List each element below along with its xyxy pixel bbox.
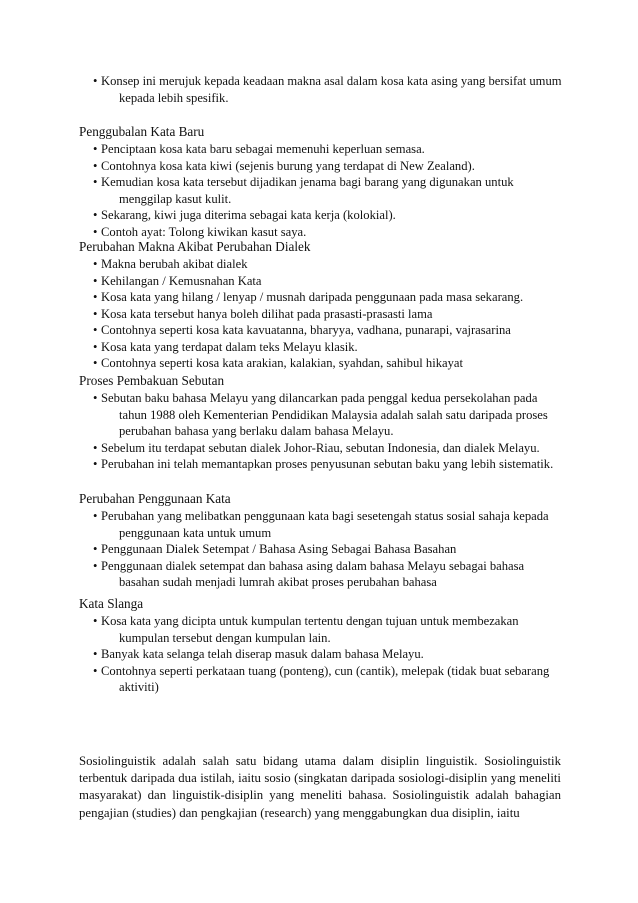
bullet-icon: • [93, 74, 98, 88]
list-item-text: Kosa kata yang terdapat dalam teks Melayu klasik. [101, 339, 358, 354]
bullet-icon: • [93, 273, 98, 288]
list-item-text: Contohnya seperti perkataan tuang (ponteng), cun (cantik), melepak (tidak buat sebarang aktiviti) [101, 663, 550, 694]
bullet-icon: • [93, 224, 98, 239]
list-item-text: Contohnya kosa kata kiwi (sejenis burung yang terdapat di New Zealand). [101, 158, 475, 173]
list-item-text: Konsep ini merujuk kepada keadaan makna asal dalam kosa kata asing yang bersifat umum kepada lebih spesifik. [101, 74, 562, 105]
bullet-icon: • [93, 290, 98, 304]
list-item [79, 646, 563, 663]
bullet-icon: • [93, 142, 98, 156]
closing-paragraph: Sosiolinguistik adalah salah satu bidang utama dalam disiplin linguistik. Sosiolinguistik terbentuk daripada dua istilah, iaitu sosio (singkatan daripada sosiologi-disiplin yang meneliti masyarakat) dan linguistik-disiplin yang meneliti bahasa. Sosiolinguistik adalah bahagian pengajian (studies) dan pengkajian (research) yang menggabungkan dua disiplin, iaitu [79, 754, 561, 820]
list-item [79, 508, 563, 541]
list-item [79, 355, 563, 372]
list-item [79, 158, 563, 175]
list-item [79, 440, 563, 457]
list-item [79, 174, 563, 207]
list-item [79, 273, 563, 290]
bullet-icon: • [93, 158, 98, 173]
list-item [79, 73, 563, 106]
list-item-text: Kemudian kosa kata tersebut dijadikan jenama bagi barang yang digunakan untuk menggilap kasut kulit. [101, 175, 514, 206]
bullet-icon: • [93, 175, 98, 189]
list-item [79, 390, 563, 440]
list-item [79, 558, 563, 591]
list-item [79, 541, 563, 558]
section-heading: Perubahan Penggunaan Kata [79, 491, 231, 506]
bullet-icon: • [93, 509, 98, 523]
list-item-text: Kehilangan / Kemusnahan Kata [101, 273, 262, 288]
list-item-text: Contoh ayat: Tolong kiwikan kasut saya. [101, 224, 307, 239]
list-item [79, 256, 563, 273]
section-heading: Kata Slanga [79, 596, 144, 611]
section-kata-slanga [79, 595, 563, 696]
list-item [79, 207, 563, 224]
list-item-text: Perubahan ini telah memantapkan proses penyusunan sebutan baku yang lebih sistematik. [101, 457, 554, 471]
bullet-icon: • [93, 457, 98, 471]
bullet-icon: • [93, 391, 98, 405]
section-perubahan-penggunaan-kata [79, 490, 563, 591]
list-item-text: Penggunaan Dialek Setempat / Bahasa Asing Sebagai Bahasa Basahan [101, 542, 457, 556]
bullet-icon: • [93, 542, 98, 556]
intro-block [79, 73, 563, 106]
list-item-text: Sekarang, kiwi juga diterima sebagai kata kerja (kolokial). [101, 208, 396, 222]
list-item-text: Contohnya seperti kosa kata kavuatanna, bharyya, vadhana, punarapi, vajrasarina [101, 323, 511, 337]
list-item-text: Kosa kata tersebut hanya boleh dilihat pada prasasti-prasasti lama [101, 306, 433, 321]
list-item-text: Sebelum itu terdapat sebutan dialek Johor-Riau, sebutan Indonesia, dan dialek Melayu. [101, 440, 540, 455]
list-item [79, 613, 563, 646]
bullet-icon: • [93, 356, 98, 370]
section-penggubalan-kata-baru [79, 123, 563, 240]
bullet-icon: • [93, 614, 98, 628]
bullet-icon: • [93, 323, 98, 337]
list-item-text: Perubahan yang melibatkan penggunaan kata bagi sesetengah status sosial sahaja kepada penggunaan kata untuk umum [101, 509, 549, 540]
section-proses-pembakuan-sebutan [79, 372, 563, 473]
list-item [79, 322, 563, 339]
list-item [79, 289, 563, 306]
bullet-icon: • [93, 440, 98, 455]
bullet-icon: • [93, 257, 98, 271]
list-item-text: Penciptaan kosa kata baru sebagai memenuhi keperluan semasa. [101, 142, 425, 156]
list-item [79, 306, 563, 323]
section-perubahan-makna-dialek [79, 238, 563, 372]
bullet-icon: • [93, 306, 98, 321]
section-heading: Proses Pembakuan Sebutan [79, 373, 225, 388]
bullet-icon: • [93, 339, 98, 354]
list-item [79, 663, 563, 696]
list-item-text: Makna berubah akibat dialek [101, 257, 248, 271]
bullet-icon: • [93, 208, 98, 222]
bullet-icon: • [93, 558, 98, 573]
list-item-text: Kosa kata yang hilang / lenyap / musnah daripada penggunaan pada masa sekarang. [101, 290, 524, 304]
list-item-text: Banyak kata selanga telah diserap masuk dalam bahasa Melayu. [101, 647, 424, 661]
list-item-text: Sebutan baku bahasa Melayu yang dilancarkan pada penggal kedua persekolahan pada tahun 1988 oleh Kementerian Pendidikan Malaysia adalah salah satu daripada proses perubahan bahasa yang berlaku dalam bahasa Melayu. [101, 391, 548, 438]
section-heading: Penggubalan Kata Baru [79, 124, 205, 139]
list-item [79, 339, 563, 356]
list-item-text: Kosa kata yang dicipta untuk kumpulan tertentu dengan tujuan untuk membezakan kumpulan tersebut dengan kumpulan lain. [101, 614, 519, 645]
bullet-icon: • [93, 647, 98, 661]
list-item [79, 456, 563, 473]
list-item-text: Contohnya seperti kosa kata arakian, kalakian, syahdan, sahibul hikayat [101, 356, 463, 370]
list-item [79, 141, 563, 158]
list-item-text: Penggunaan dialek setempat dan bahasa asing dalam bahasa Melayu sebagai bahasa basahan sudah menjadi lumrah akibat proses perubahan bahasa [101, 558, 525, 589]
bullet-icon: • [93, 663, 98, 678]
section-heading: Perubahan Makna Akibat Perubahan Dialek [79, 239, 311, 254]
